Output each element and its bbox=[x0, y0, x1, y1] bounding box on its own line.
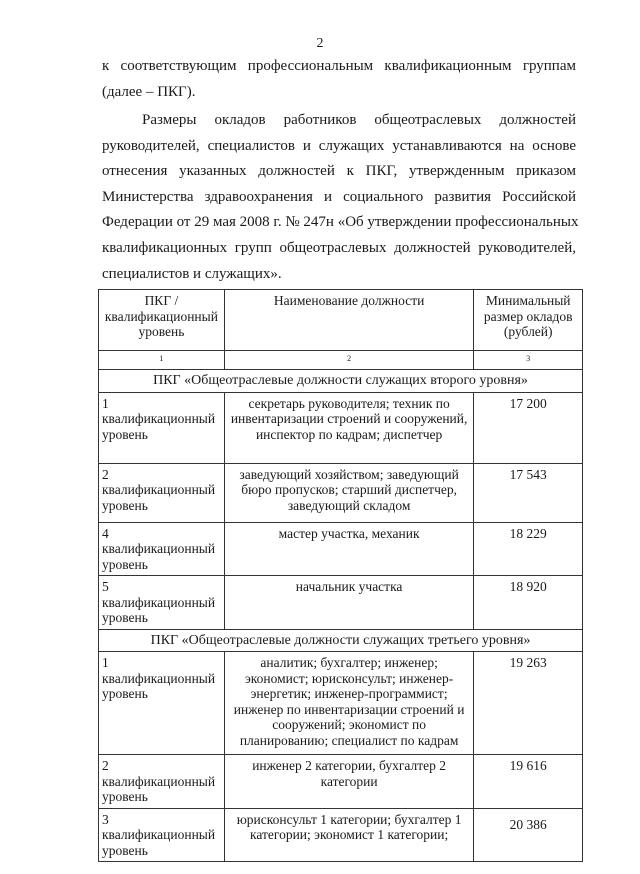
level-cell: 3 квалификационный уровень bbox=[99, 808, 225, 862]
group-title: ПКГ «Общеотраслевые должности служащих третьего уровня» bbox=[99, 629, 583, 652]
table-row bbox=[99, 755, 583, 809]
level-cell: 1 квалификационный уровень bbox=[99, 392, 225, 463]
page-number: 2 bbox=[316, 36, 324, 51]
table-header-row bbox=[99, 290, 583, 351]
header-cell-salary: Минимальный размер окладов (рублей) bbox=[474, 290, 583, 351]
paragraph-continuation bbox=[102, 54, 576, 105]
salary-table bbox=[98, 289, 583, 862]
paragraph-line: специалистов и служащих». bbox=[102, 265, 282, 282]
salary-cell: 20 386 bbox=[474, 808, 583, 862]
group-title-row bbox=[99, 370, 583, 393]
column-number-row bbox=[99, 351, 583, 370]
level-cell: 4 квалификационный уровень bbox=[99, 522, 225, 576]
position-cell: мастер участка, механик bbox=[224, 522, 474, 576]
table-row bbox=[99, 576, 583, 630]
table-row bbox=[99, 392, 583, 463]
salary-cell: 19 616 bbox=[474, 755, 583, 809]
header-cell-position: Наименование должности bbox=[224, 290, 474, 351]
salary-cell: 18 920 bbox=[474, 576, 583, 630]
paragraph-line: руководителей, специалистов и служащих устанавливаются на основе bbox=[102, 137, 576, 154]
position-cell: инженер 2 категории, бухгалтер 2 категории bbox=[224, 755, 474, 809]
table-row bbox=[99, 652, 583, 755]
table-row bbox=[99, 522, 583, 576]
level-cell: 2 квалификационный уровень bbox=[99, 755, 225, 809]
position-cell: заведующий хозяйством; заведующий бюро пропусков; старший диспетчер, заведующий складом bbox=[224, 463, 474, 522]
paragraph-line: Федерации от 29 мая 2008 г. № 247н «Об утверждении профессиональных bbox=[102, 214, 579, 231]
header-cell-level: ПКГ / квалификационный уровень bbox=[99, 290, 225, 351]
paragraph-salary-rules bbox=[102, 108, 579, 287]
paragraph-line: (далее – ПКГ). bbox=[102, 83, 196, 100]
column-number: 3 bbox=[474, 351, 583, 370]
paragraph-line: Министерства здравоохранения и социального развития Российской bbox=[102, 188, 576, 205]
table-row bbox=[99, 808, 583, 862]
position-cell: начальник участка bbox=[224, 576, 474, 630]
position-cell: юрисконсульт 1 категории; бухгалтер 1 категории; экономист 1 категории; bbox=[224, 808, 474, 862]
position-cell: аналитик; бухгалтер; инженер; экономист; юрисконсульт; инженер-энергетик; инженер-программист; инженер по инвентаризации строений и сооружений; экономист по планированию; специалист по кадрам bbox=[224, 652, 474, 755]
level-cell: 5 квалификационный уровень bbox=[99, 576, 225, 630]
column-number: 2 bbox=[224, 351, 474, 370]
level-cell: 1 квалификационный уровень bbox=[99, 652, 225, 755]
paragraph-line: к соответствующим профессиональным квалификационным группам bbox=[102, 58, 576, 74]
salary-cell: 18 229 bbox=[474, 522, 583, 576]
table-row bbox=[99, 463, 583, 522]
paragraph-line: квалификационных групп общеотраслевых должностей руководителей, bbox=[102, 239, 576, 256]
position-cell: секретарь руководителя; техник по инвентаризации строений и сооружений, инспектор по кадрам; диспетчер bbox=[224, 392, 474, 463]
paragraph-line: Размеры окладов работников общеотраслевых должностей bbox=[142, 112, 576, 128]
paragraph-line: отнесения указанных должностей к ПКГ, утвержденным приказом bbox=[102, 163, 576, 180]
group-title-row bbox=[99, 629, 583, 652]
column-number: 1 bbox=[99, 351, 225, 370]
salary-cell: 19 263 bbox=[474, 652, 583, 755]
group-title: ПКГ «Общеотраслевые должности служащих второго уровня» bbox=[99, 370, 583, 393]
level-cell: 2 квалификационный уровень bbox=[99, 463, 225, 522]
salary-cell: 17 200 bbox=[474, 392, 583, 463]
salary-cell: 17 543 bbox=[474, 463, 583, 522]
